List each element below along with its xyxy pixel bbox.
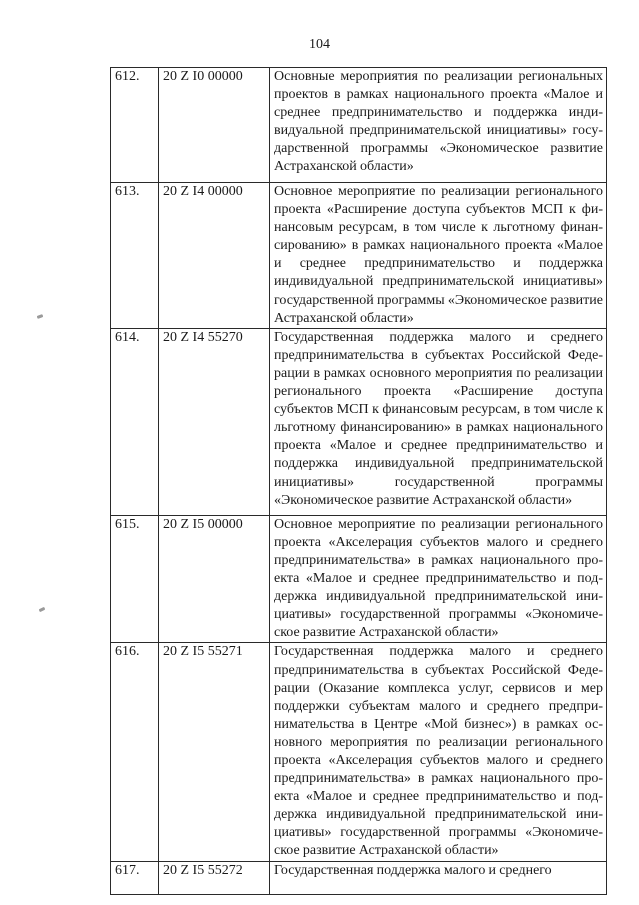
row-code: 20 Z I5 55271 — [159, 643, 270, 861]
row-code: 20 Z I0 00000 — [159, 68, 270, 183]
row-description: Основное мероприятие по реализации регионального проекта «Акселерация субъектов малого и среднего предпринимательства» в рамках национального проекта «Малое и среднее предпринимательство и поддержка индивидуальной предпринимательской инициативы» государственной программы «Экономическое развитие Астраханской области» — [270, 515, 607, 643]
row-description: Государственная поддержка малого и среднего предпринимательства в субъектах Российской Федерации (Оказание комплекса услуг, сервисов и мер поддержки субъектам малого и среднего предпринимательства в Центре «Мой бизнес») в рамках основного мероприятия по реализации регионального проекта «Акселерация субъектов малого и среднего предпринимательства» в рамках национального проекта «Малое и среднее предпринимательство и поддержка индивидуальной предпринимательской инициативы» государственной программы «Экономическое развитие Астраханской области» — [270, 643, 607, 861]
table-row — [111, 68, 607, 183]
page-number: 104 — [309, 37, 330, 52]
table-row — [111, 861, 607, 894]
row-number: 617. — [111, 861, 159, 894]
row-number: 615. — [111, 515, 159, 643]
row-code: 20 Z I4 00000 — [159, 183, 270, 329]
budget-classification-table — [110, 67, 607, 895]
row-description: Основное мероприятие по реализации регионального проекта «Расширение доступа субъектов МСП к финансовым ресурсам, в том числе к льготному финансированию» в рамках национального проекта «Малое и среднее предпринимательство и поддержка индивидуальной предпринимательской инициативы» государственной программы «Экономическое развитие Астраханской области» — [270, 183, 607, 329]
scan-mark — [39, 607, 46, 612]
row-code: 20 Z I5 00000 — [159, 515, 270, 643]
table-row — [111, 643, 607, 861]
table-row — [111, 515, 607, 643]
row-code: 20 Z I5 55272 — [159, 861, 270, 894]
table-row — [111, 328, 607, 515]
row-number: 614. — [111, 328, 159, 515]
row-description: Основные мероприятия по реализации региональных проектов в рамках национального проекта «Малое и среднее предпринимательство и поддержка индивидуальной предпринимательской инициативы» государственной программы «Экономическое развитие Астраханской области» — [270, 68, 607, 183]
row-description: Государственная поддержка малого и среднего предпринимательства в субъектах Российской Федерации в рамках основного мероприятия по реализации регионального проекта «Расширение доступа субъектов МСП к финансовым ресурсам, в том числе к льготному финансированию» в рамках национального проекта «Малое и среднее предпринимательство и поддержка индивидуальной предпринимательской инициативы» государственной программы «Экономическое развитие Астраханской области» — [270, 328, 607, 515]
scan-mark — [37, 314, 44, 319]
row-number: 613. — [111, 183, 159, 329]
row-number: 612. — [111, 68, 159, 183]
row-code: 20 Z I4 55270 — [159, 328, 270, 515]
row-number: 616. — [111, 643, 159, 861]
table-row — [111, 183, 607, 329]
row-description: Государственная поддержка малого и среднего — [270, 861, 607, 894]
